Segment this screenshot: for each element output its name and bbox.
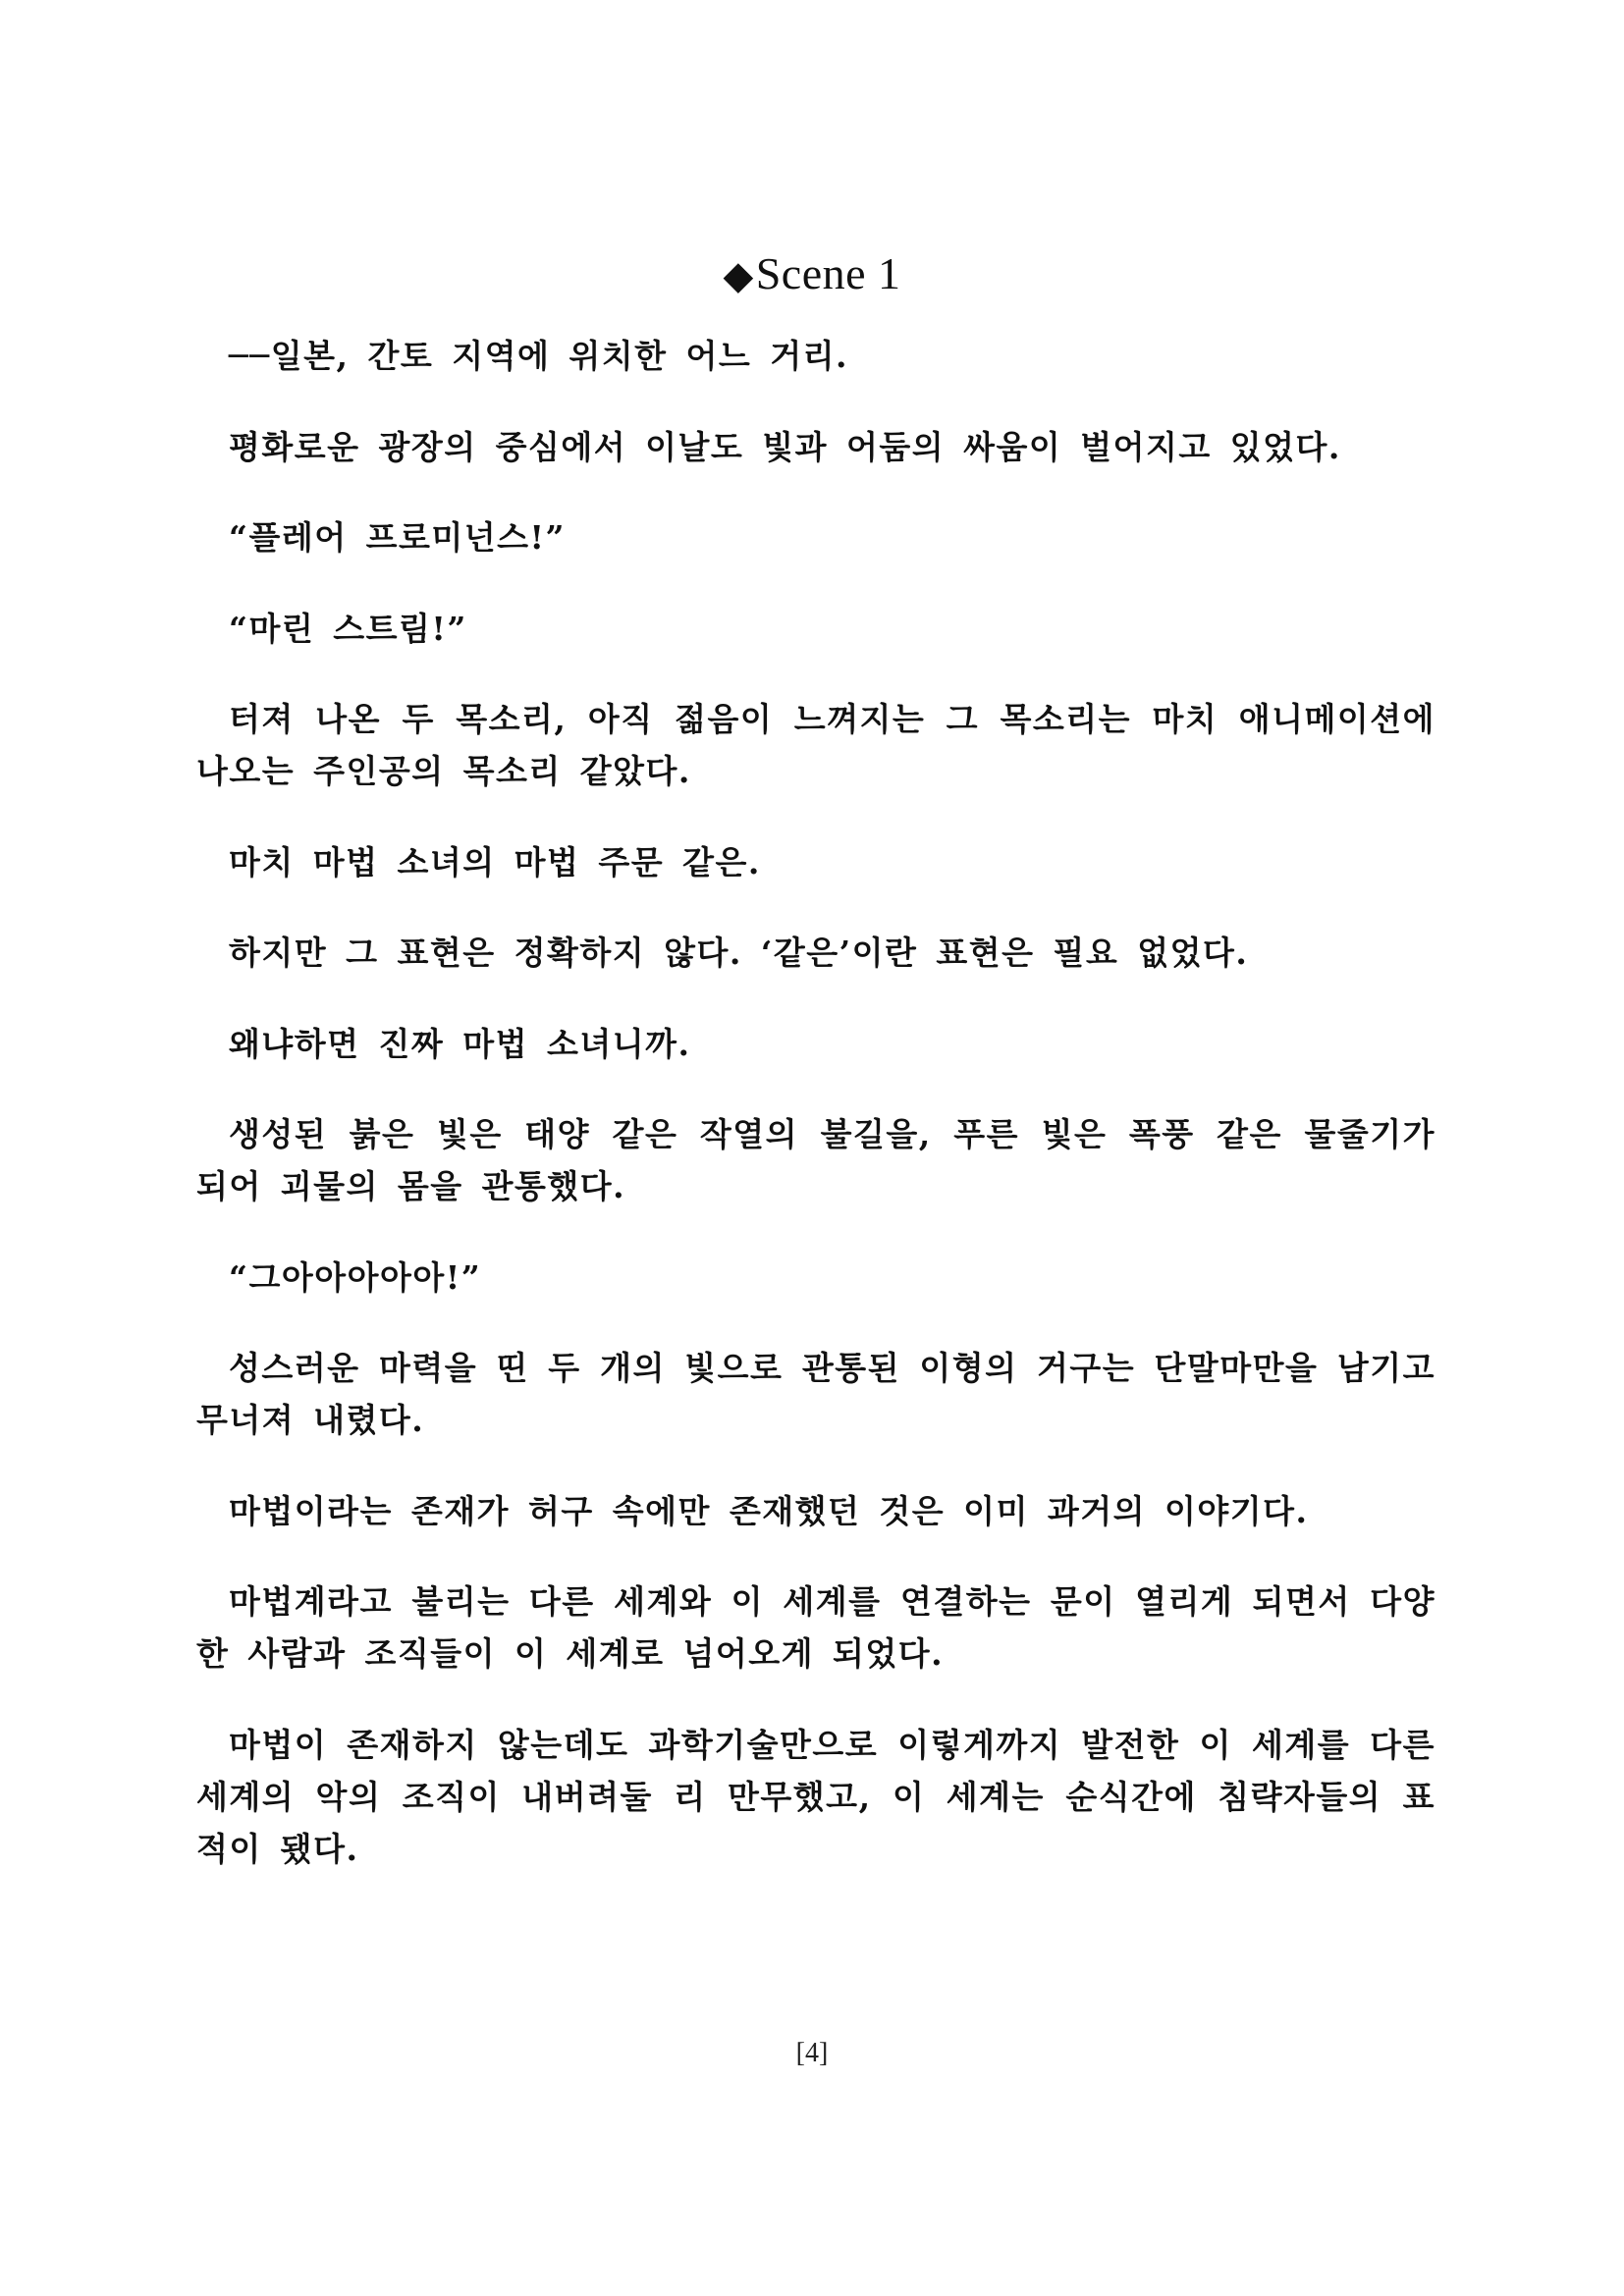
paragraph: 생성된 붉은 빛은 태양 같은 작열의 불길을, 푸른 빛은 폭풍 같은 물줄기가 되어 괴물의 몸을 관통했다. bbox=[196, 1115, 1435, 1205]
paragraph: 터져 나온 두 목소리, 아직 젊음이 느껴지는 그 목소리는 마치 애니메이션에 나오는 주인공의 목소리 같았다. bbox=[196, 700, 1435, 790]
paragraph: “플레어 프로미넌스!” bbox=[229, 518, 566, 557]
paragraph: 왜냐하면 진짜 마법 소녀니까. bbox=[229, 1024, 691, 1063]
paragraph: 마치 마법 소녀의 마법 주문 같은. bbox=[229, 842, 761, 881]
diamond-marker-icon: ◆ bbox=[723, 253, 754, 297]
paragraph: 평화로운 광장의 중심에서 이날도 빛과 어둠의 싸움이 벌어지고 있었다. bbox=[229, 427, 1341, 466]
paragraph: “마린 스트림!” bbox=[229, 609, 467, 648]
paragraph: ──일본, 간토 지역에 위치한 어느 거리. bbox=[229, 337, 848, 375]
body-text bbox=[196, 330, 1435, 1913]
paragraph: “그아아아아아!” bbox=[229, 1257, 482, 1297]
paragraph: 마법이 존재하지 않는데도 과학기술만으로 이렇게까지 발전한 이 세계를 다른 세계의 악의 조직이 내버려둘 리 만무했고, 이 세계는 순식간에 침략자들의 표적이 됐다. bbox=[196, 1725, 1435, 1868]
scene-title-text: Scene 1 bbox=[755, 248, 901, 298]
paragraph: 마법계라고 불리는 다른 세계와 이 세계를 연결하는 문이 열리게 되면서 다양한 사람과 조직들이 이 세계로 넘어오게 되었다. bbox=[196, 1582, 1435, 1673]
scene-title bbox=[0, 240, 1624, 310]
paragraph: 마법이라는 존재가 허구 속에만 존재했던 것은 이미 과거의 이야기다. bbox=[229, 1491, 1309, 1530]
page-number: [4] bbox=[795, 2038, 829, 2068]
paragraph: 성스러운 마력을 띤 두 개의 빛으로 관통된 이형의 거구는 단말마만을 남기고 무너져 내렸다. bbox=[196, 1349, 1435, 1439]
paragraph: 하지만 그 표현은 정확하지 않다. ‘같은’이란 표현은 필요 없었다. bbox=[229, 934, 1249, 972]
